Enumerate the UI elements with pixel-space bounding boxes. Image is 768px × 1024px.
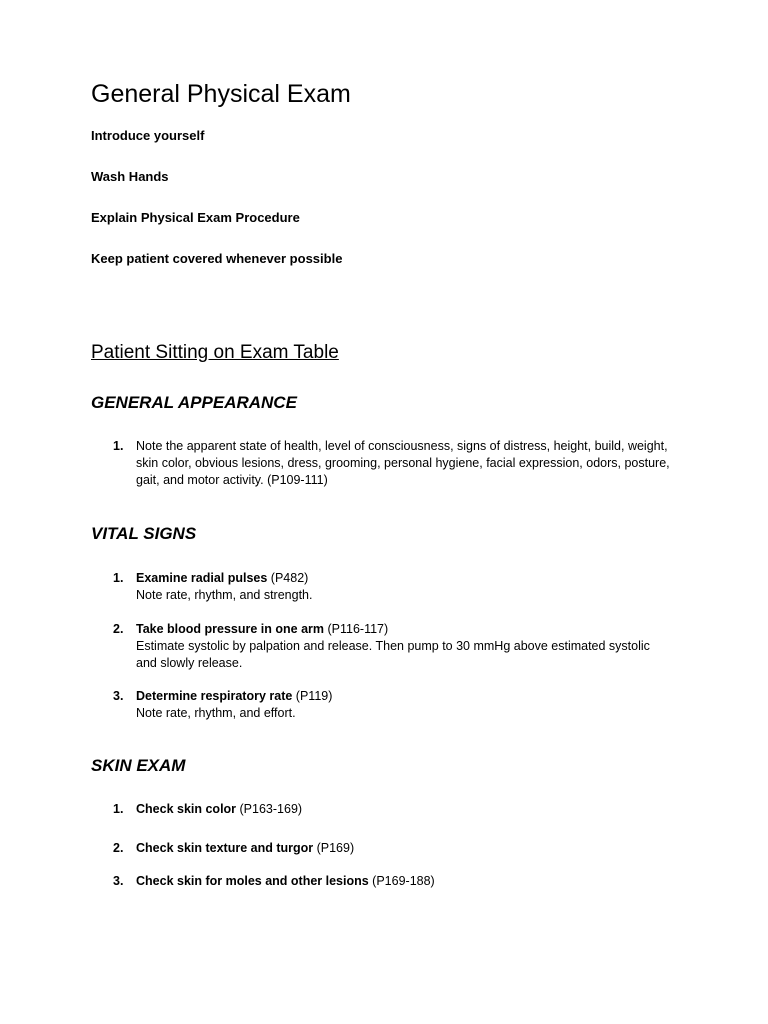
vital-sign-item	[136, 570, 312, 604]
page-reference: (P169-188)	[368, 874, 435, 888]
list-number: 1.	[113, 802, 124, 816]
item-note: and slowly release.	[136, 656, 243, 670]
item-title: Check skin for moles and other lesions	[136, 874, 369, 888]
item-heading-line	[136, 570, 312, 587]
list-number: 1.	[113, 439, 124, 453]
list-number: 2.	[113, 841, 124, 855]
intro-step: Explain Physical Exam Procedure	[91, 210, 300, 225]
item-title: Determine respiratory rate	[136, 689, 293, 703]
vital-sign-item	[136, 688, 332, 722]
page-title: General Physical Exam	[91, 80, 351, 108]
vital-sign-item	[136, 621, 650, 672]
intro-step: Keep patient covered whenever possible	[91, 251, 343, 266]
list-number: 1.	[113, 571, 124, 585]
page-reference: (P169)	[313, 841, 355, 855]
item-line: skin color, obvious lesions, dress, grooming, personal hygiene, facial expression, odors, posture,	[136, 456, 670, 470]
vital-signs-heading: VITAL SIGNS	[91, 524, 197, 543]
item-title: Examine radial pulses	[136, 571, 268, 585]
page-reference: (P116-117)	[324, 622, 389, 636]
item-heading-line	[136, 688, 332, 705]
section-title: Patient Sitting on Exam Table	[91, 342, 339, 363]
item-title: Take blood pressure in one arm	[136, 622, 325, 636]
skin-exam-item	[136, 840, 354, 857]
page-reference: (P163-169)	[236, 802, 303, 816]
list-number: 3.	[113, 874, 124, 888]
list-number: 2.	[113, 622, 124, 636]
general-appearance-item	[136, 438, 670, 489]
item-line: Note the apparent state of health, level of consciousness, signs of distress, height, build, weight,	[136, 439, 668, 453]
item-title: Check skin color	[136, 802, 237, 816]
item-heading-line	[136, 621, 650, 638]
skin-exam-item	[136, 801, 302, 818]
list-number: 3.	[113, 689, 124, 703]
general-appearance-heading: GENERAL APPEARANCE	[91, 393, 297, 412]
item-title: Check skin texture and turgor	[136, 841, 314, 855]
item-note: Estimate systolic by palpation and release. Then pump to 30 mmHg above estimated systolic	[136, 639, 650, 653]
page-reference: (P482)	[267, 571, 309, 585]
intro-step: Introduce yourself	[91, 128, 205, 143]
intro-step: Wash Hands	[91, 169, 169, 184]
item-note: Note rate, rhythm, and effort.	[136, 706, 296, 720]
skin-exam-item	[136, 873, 435, 890]
item-line: gait, and motor activity. (P109-111)	[136, 473, 328, 487]
item-note: Note rate, rhythm, and strength.	[136, 588, 313, 602]
page-reference: (P119)	[292, 689, 333, 703]
skin-exam-heading: SKIN EXAM	[91, 756, 186, 775]
